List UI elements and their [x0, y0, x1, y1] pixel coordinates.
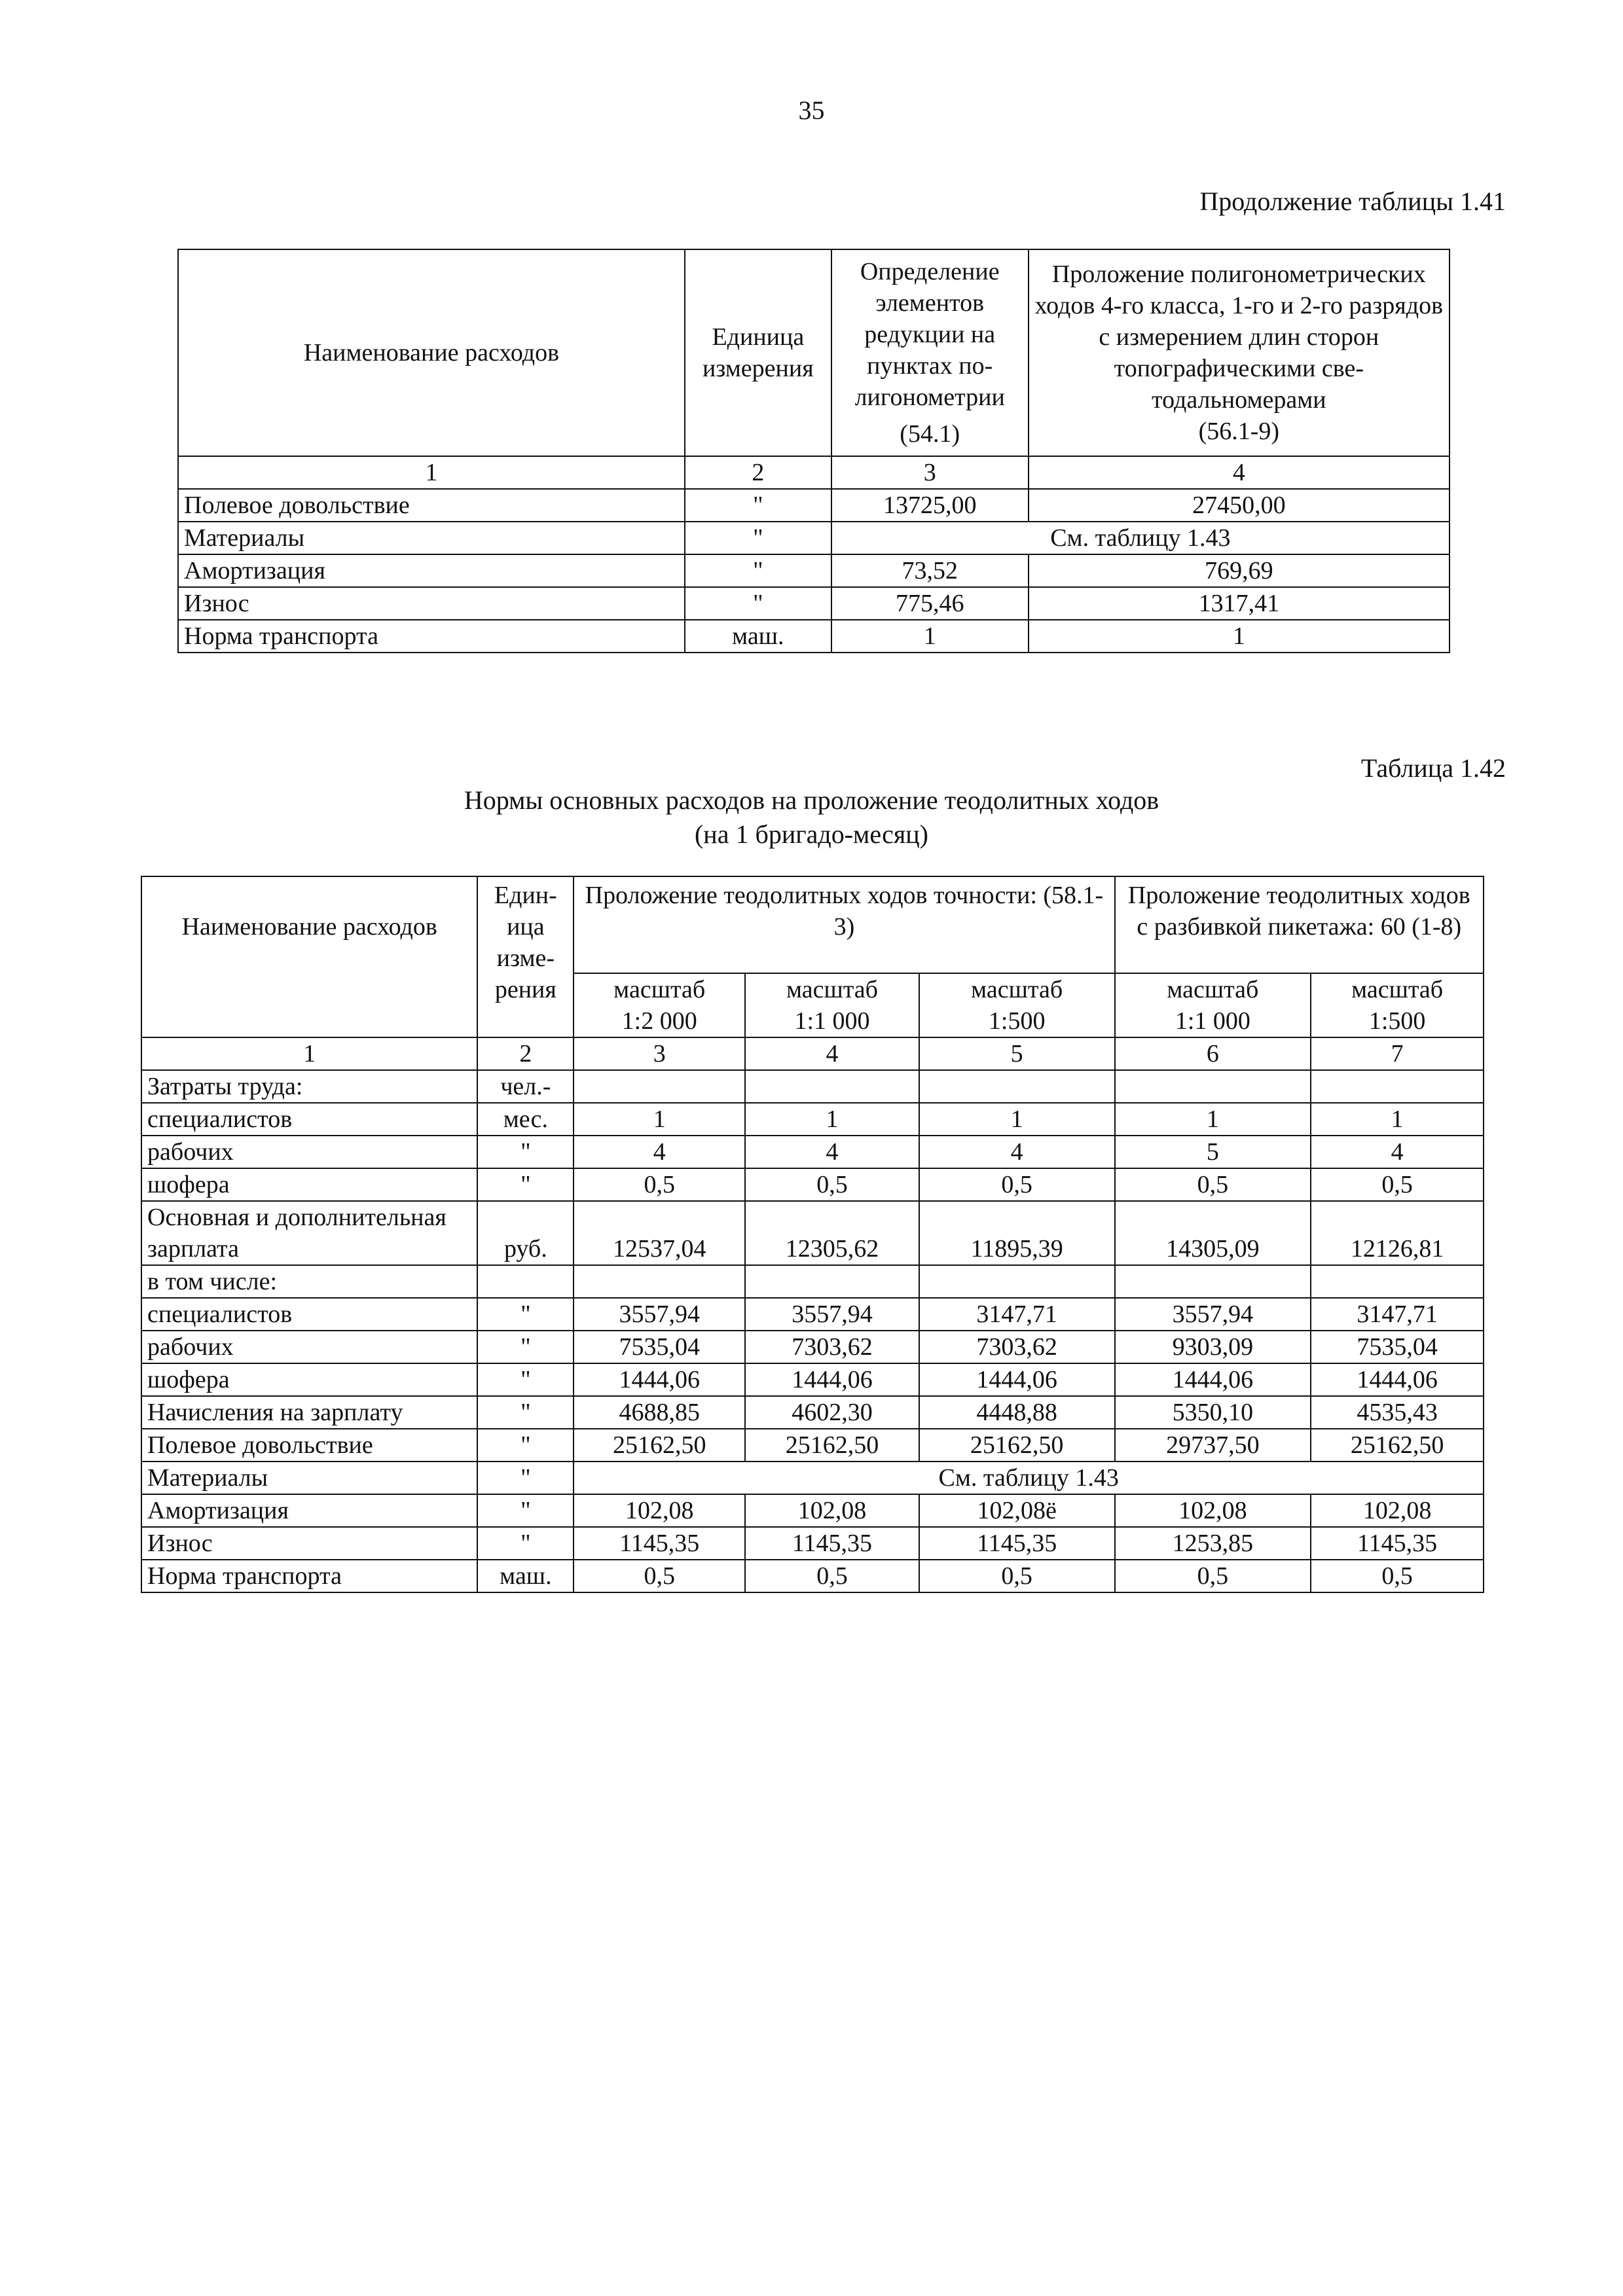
row-value: 4 [1311, 1136, 1484, 1168]
table-row [178, 522, 1450, 554]
row-unit: " [477, 1363, 574, 1396]
table1-num: 1 [178, 456, 685, 489]
row-name: Амортизация [178, 554, 685, 587]
row-value: 13725,00 [831, 489, 1029, 522]
row-unit [477, 1265, 574, 1298]
table2-title-line2: (на 1 бригадо-месяц) [694, 819, 928, 849]
subheader-label: масштаб [613, 976, 706, 1003]
row-value [574, 1070, 745, 1103]
row-value: 4 [919, 1136, 1115, 1168]
table1-caption: Продолжение таблицы 1.41 [1199, 187, 1506, 216]
row-unit: " [477, 1331, 574, 1363]
row-value: 4448,88 [919, 1396, 1115, 1429]
row-value: 12537,04 [574, 1201, 745, 1265]
table2-title-line1: Нормы основных расходов на проложение теодолитных ходов [464, 785, 1159, 815]
table2 [141, 876, 1484, 1593]
row-value: 0,5 [745, 1560, 919, 1592]
subheader-scale: 1:500 [1368, 1007, 1426, 1035]
row-value: 4535,43 [1311, 1396, 1484, 1429]
row-name: Износ [141, 1527, 477, 1560]
row-value: 775,46 [831, 587, 1029, 620]
row-name: Амортизация [141, 1494, 477, 1527]
subheader-label: масштаб [786, 976, 878, 1003]
table2-subheader [919, 973, 1115, 1037]
row-value: 0,5 [1311, 1560, 1484, 1592]
table1-num: 2 [685, 456, 831, 489]
row-value: 12305,62 [745, 1201, 919, 1265]
table2-subheader [745, 973, 919, 1037]
row-value [1311, 1265, 1484, 1298]
row-name: Норма транспорта [141, 1560, 477, 1592]
table-row [141, 1136, 1484, 1168]
row-value: 1 [574, 1103, 745, 1136]
row-value: 0,5 [1115, 1168, 1311, 1201]
table-row [141, 1201, 1484, 1265]
row-unit: " [477, 1396, 574, 1429]
table1-header-col4-code: (56.1-9) [1198, 418, 1280, 445]
row-value: 3147,71 [919, 1298, 1115, 1331]
row-unit: " [685, 587, 831, 620]
row-value: 7303,62 [919, 1331, 1115, 1363]
row-name: специалистов [141, 1103, 477, 1136]
table1-header-col3-text: Определение элементов редукции на пунктах полигонометрии [854, 258, 1005, 411]
row-value: 11895,39 [919, 1201, 1115, 1265]
table1-header-col4-text: Проложение полигонометрических ходов 4-го класса, 1-го и 2-го разрядов с измерением длин сторон топографическими светодальномерами [1034, 260, 1444, 414]
table-row [141, 1363, 1484, 1396]
row-value: 102,08 [1115, 1494, 1311, 1527]
row-name: Материалы [178, 522, 685, 554]
table2-subheader [574, 973, 745, 1037]
subheader-scale: 1:1 000 [794, 1007, 870, 1035]
row-value [574, 1265, 745, 1298]
row-value: 1444,06 [1311, 1363, 1484, 1396]
row-value: 0,5 [745, 1168, 919, 1201]
row-unit: " [477, 1429, 574, 1462]
row-value: 102,08 [1311, 1494, 1484, 1527]
row-value: 25162,50 [574, 1429, 745, 1462]
row-value: 0,5 [574, 1168, 745, 1201]
row-value: 1444,06 [745, 1363, 919, 1396]
row-value: 7303,62 [745, 1331, 919, 1363]
row-value: 14305,09 [1115, 1201, 1311, 1265]
table-row [141, 1168, 1484, 1201]
table-row [141, 1560, 1484, 1592]
row-name: в том числе: [141, 1265, 477, 1298]
row-merged-value: См. таблицу 1.43 [831, 522, 1450, 554]
subheader-label: масштаб [1167, 976, 1259, 1003]
row-value: 0,5 [919, 1560, 1115, 1592]
row-unit: чел.- [477, 1070, 574, 1103]
row-unit: маш. [477, 1560, 574, 1592]
row-value: 1444,06 [919, 1363, 1115, 1396]
row-value: 1 [745, 1103, 919, 1136]
row-value: 4602,30 [745, 1396, 919, 1429]
row-value: 0,5 [574, 1560, 745, 1592]
table2-caption: Таблица 1.42 [1360, 753, 1506, 783]
row-value: 3557,94 [1115, 1298, 1311, 1331]
table1-header-name: Наименование расходов [178, 249, 685, 456]
row-value: 5350,10 [1115, 1396, 1311, 1429]
row-value [1311, 1070, 1484, 1103]
row-value: 4688,85 [574, 1396, 745, 1429]
table-row [178, 587, 1450, 620]
table2-num: 1 [141, 1037, 477, 1070]
row-name: рабочих [141, 1331, 477, 1363]
table2-num: 2 [477, 1037, 574, 1070]
row-value: 102,08 [745, 1494, 919, 1527]
table1-header-col3 [831, 249, 1029, 456]
row-unit: " [477, 1168, 574, 1201]
row-name: специалистов [141, 1298, 477, 1331]
row-value: 1253,85 [1115, 1527, 1311, 1560]
table-row [141, 1331, 1484, 1363]
table2-subheader [1115, 973, 1311, 1037]
row-name: Норма транспорта [178, 620, 685, 653]
row-unit: " [685, 554, 831, 587]
row-value: 1444,06 [1115, 1363, 1311, 1396]
table2-subheader [1311, 973, 1484, 1037]
row-unit: " [477, 1494, 574, 1527]
row-value: 0,5 [919, 1168, 1115, 1201]
row-value: 0,5 [1115, 1560, 1311, 1592]
row-value [919, 1070, 1115, 1103]
row-value: 102,08ё [919, 1494, 1115, 1527]
row-name: Полевое довольствие [141, 1429, 477, 1462]
row-unit: " [477, 1527, 574, 1560]
table2-num: 5 [919, 1037, 1115, 1070]
row-name: Полевое довольствие [178, 489, 685, 522]
table2-header-group2: Проложение теодолитных ходов с разбивкой пикетажа: 60 (1-8) [1115, 876, 1484, 973]
row-value: 9303,09 [1115, 1331, 1311, 1363]
row-name: Износ [178, 587, 685, 620]
row-value: 25162,50 [919, 1429, 1115, 1462]
row-name: шофера [141, 1168, 477, 1201]
row-name: шофера [141, 1363, 477, 1396]
subheader-scale: 1:500 [988, 1007, 1046, 1035]
table-row [141, 1396, 1484, 1429]
row-value: 1145,35 [745, 1527, 919, 1560]
row-value: 25162,50 [745, 1429, 919, 1462]
row-value: 25162,50 [1311, 1429, 1484, 1462]
row-value: 7535,04 [574, 1331, 745, 1363]
table1 [177, 249, 1450, 653]
row-value: 1 [1311, 1103, 1484, 1136]
row-value: 3557,94 [574, 1298, 745, 1331]
row-name: Материалы [141, 1462, 477, 1494]
row-value: 73,52 [831, 554, 1029, 587]
table1-header-unit: Единица измерения [685, 249, 831, 456]
row-value: 1145,35 [1311, 1527, 1484, 1560]
row-name: Основная и дополнительная зарплата [141, 1201, 477, 1265]
row-unit: " [477, 1298, 574, 1331]
table-row [141, 1298, 1484, 1331]
table1-num: 3 [831, 456, 1029, 489]
row-unit: " [685, 489, 831, 522]
row-value: 0,5 [1311, 1168, 1484, 1201]
row-value: 769,69 [1029, 554, 1450, 587]
row-unit: руб. [477, 1201, 574, 1265]
row-value [1115, 1265, 1311, 1298]
row-value: 1 [919, 1103, 1115, 1136]
row-value [919, 1265, 1115, 1298]
row-name: рабочих [141, 1136, 477, 1168]
table2-num: 7 [1311, 1037, 1484, 1070]
subheader-scale: 1:1 000 [1175, 1007, 1250, 1035]
row-value: 1 [1115, 1103, 1311, 1136]
row-value: 29737,50 [1115, 1429, 1311, 1462]
row-unit: мес. [477, 1103, 574, 1136]
row-value: 3557,94 [745, 1298, 919, 1331]
table-row [141, 1462, 1484, 1494]
row-name: Затраты труда: [141, 1070, 477, 1103]
page-number: 35 [798, 96, 825, 125]
table2-num: 6 [1115, 1037, 1311, 1070]
table-row [141, 1527, 1484, 1560]
table1-num: 4 [1029, 456, 1450, 489]
row-name: Начисления на зарплату [141, 1396, 477, 1429]
row-merged-value: См. таблицу 1.43 [574, 1462, 1484, 1494]
row-value [745, 1070, 919, 1103]
table2-header-group1: Проложение теодолитных ходов точности: (58.1-3) [574, 876, 1114, 973]
table1-header-col3-code: (54.1) [900, 420, 960, 448]
row-value: 27450,00 [1029, 489, 1450, 522]
table1-number-row [178, 456, 1450, 489]
row-unit: " [477, 1136, 574, 1168]
row-value: 1444,06 [574, 1363, 745, 1396]
table-row [178, 620, 1450, 653]
row-value: 1145,35 [919, 1527, 1115, 1560]
row-unit: маш. [685, 620, 831, 653]
table-row [141, 1103, 1484, 1136]
row-value: 1 [1029, 620, 1450, 653]
row-value: 7535,04 [1311, 1331, 1484, 1363]
table2-number-row [141, 1037, 1484, 1070]
table-row [141, 1494, 1484, 1527]
row-unit: " [477, 1462, 574, 1494]
table-row [178, 489, 1450, 522]
row-value: 4 [745, 1136, 919, 1168]
table2-header-unit: Единица измерения [477, 876, 574, 1037]
table2-header-name: Наименование расходов [141, 876, 477, 1037]
table-row [141, 1070, 1484, 1103]
subheader-label: масштаб [971, 976, 1063, 1003]
row-value: 1 [831, 620, 1029, 653]
row-value: 1145,35 [574, 1527, 745, 1560]
row-value [1115, 1070, 1311, 1103]
row-value: 5 [1115, 1136, 1311, 1168]
table1-header-col4 [1029, 249, 1450, 456]
table-row [178, 554, 1450, 587]
row-value: 1317,41 [1029, 587, 1450, 620]
row-unit: " [685, 522, 831, 554]
table2-num: 3 [574, 1037, 745, 1070]
row-value: 4 [574, 1136, 745, 1168]
table-row [141, 1265, 1484, 1298]
row-value [745, 1265, 919, 1298]
row-value: 102,08 [574, 1494, 745, 1527]
table-row [141, 1429, 1484, 1462]
subheader-label: масштаб [1351, 976, 1444, 1003]
table2-num: 4 [745, 1037, 919, 1070]
row-value: 3147,71 [1311, 1298, 1484, 1331]
subheader-scale: 1:2 000 [621, 1007, 697, 1035]
row-value: 12126,81 [1311, 1201, 1484, 1265]
